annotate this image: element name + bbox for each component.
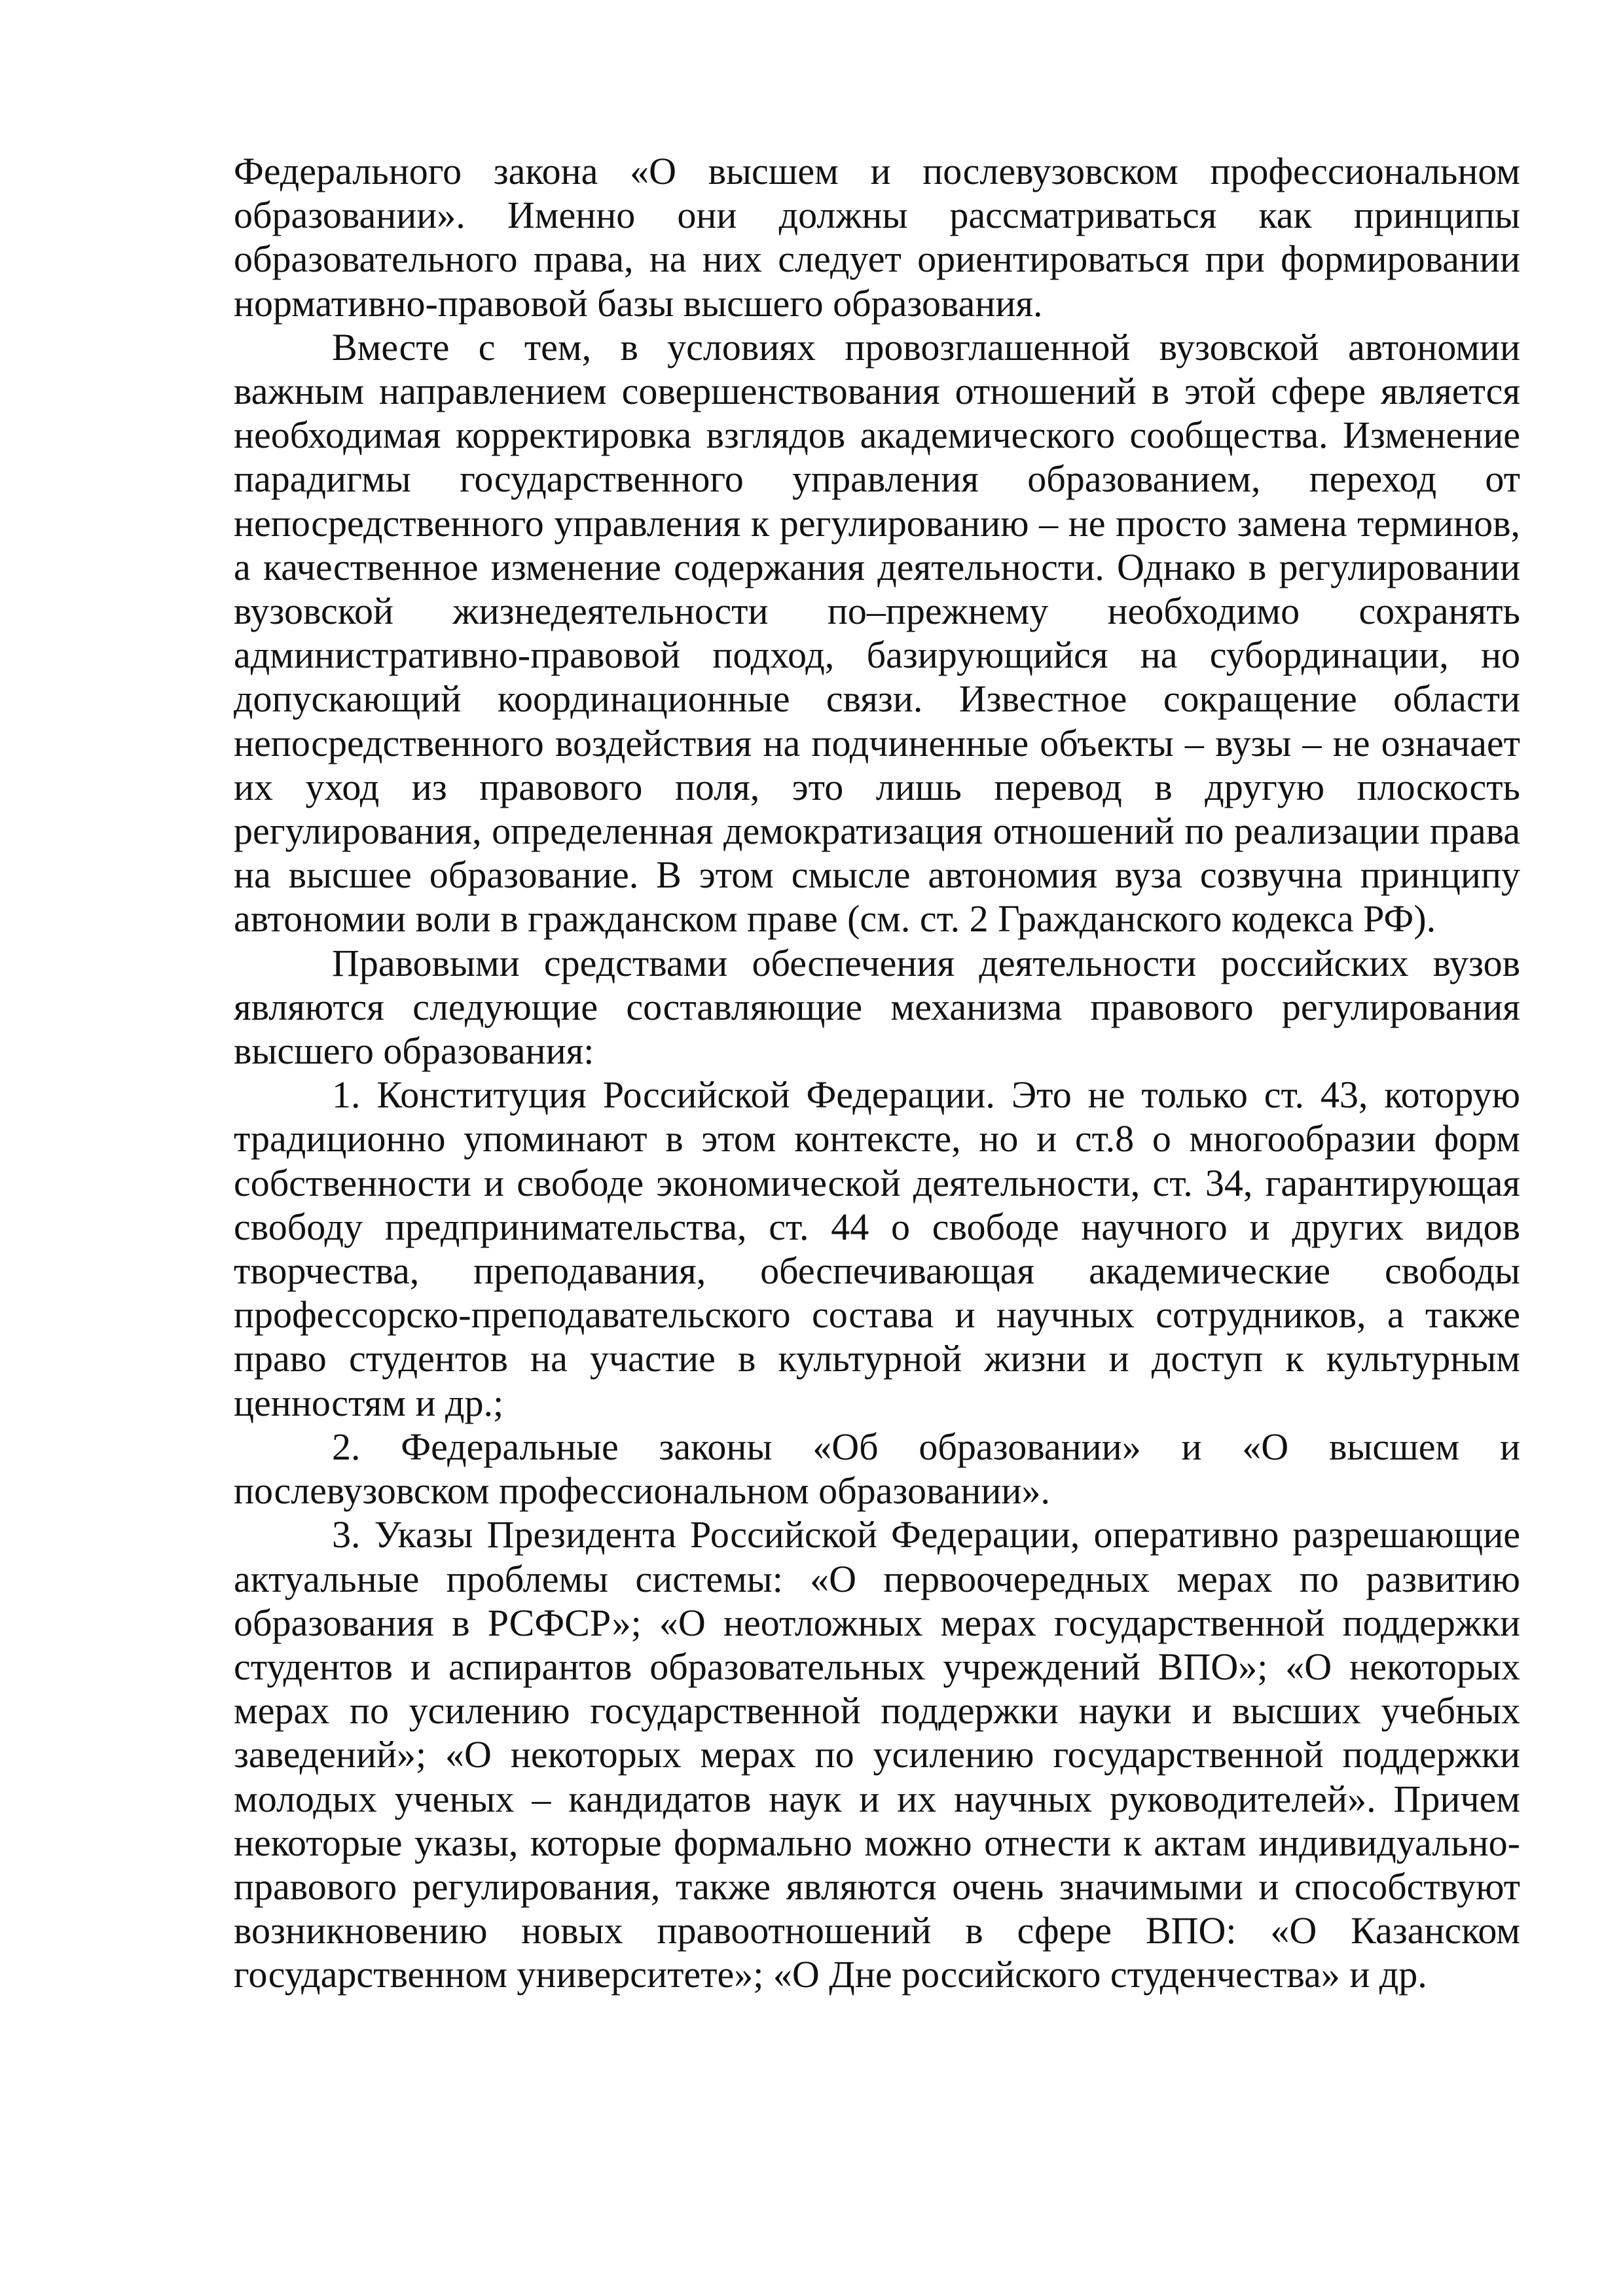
paragraph-legal-means: Правовыми средствами обеспечения деятельности российских вузов являются следующие составляющие механизма правового регулирования высшего образования: [234, 941, 1520, 1073]
list-item-federal-laws: 2. Федеральные законы «Об образовании» и «О высшем и послевузовском профессиональном образовании». [234, 1425, 1520, 1513]
paragraph-continuation: Федерального закона «О высшем и послевузовском профессиональном образовании». Именно они должны рассматриваться как принципы образовательного права, на них следует ориентироваться при формировании нормативно-правовой базы высшего образования. [234, 150, 1520, 325]
document-body [234, 149, 1520, 1997]
list-item-constitution: 1. Конституция Российской Федерации. Это не только ст. 43, которую традиционно упоминают в этом контексте, но и ст.8 о многообразии форм собственности и свободе экономической деятельности, ст. 34, гарантирующая свободу предпринимательства, ст. 44 о свободе научного и других видов творчества, преподавания, обеспечивающая академические свободы профессорско-преподавательского состава и научных сотрудников, а также право студентов на участие в культурной жизни и доступ к культурным ценностям и др.; [234, 1073, 1520, 1424]
list-item-presidential-decrees: 3. Указы Президента Российской Федерации, оперативно разрешающие актуальные проблемы системы: «О первоочередных мерах по развитию образования в РСФСР»; «О неотложных мерах государственной поддержки студентов и аспирантов образовательных учреждений ВПО»; «О некоторых мерах по усилению государственной поддержки науки и высших учебных заведений»; «О некоторых мерах по усилению государственной поддержки молодых ученых – кандидатов наук и их научных руководителей». Причем некоторые указы, которые формально можно отнести к актам индивидуально-правового регулирования, также являются очень значимыми и способствуют возникновению новых правоотношений в сфере ВПО: «О Казанском государственном университете»; «О Дне российского студенчества» и др. [234, 1513, 1520, 1996]
paragraph-autonomy: Вместе с тем, в условиях провозглашенной вузовской автономии важным направлением совершенствования отношений в этой сфере является необходимая корректировка взглядов академического сообщества. Изменение парадигмы государственного управления образованием, переход от непосредственного управления к регулированию – не просто замена терминов, а качественное изменение содержания деятельности. Однако в регулировании вузовской жизнедеятельности по–прежнему необходимо сохранять административно-правовой подход, базирующийся на субординации, но допускающий координационные связи. Известное сокращение области непосредственного воздействия на подчиненные объекты – вузы – не означает их уход из правового поля, это лишь перевод в другую плоскость регулирования, определенная демократизация отношений по реализации права на высшее образование. В этом смысле автономия вуза созвучна принципу автономии воли в гражданском праве (см. ст. 2 Гражданского кодекса РФ). [234, 325, 1520, 941]
